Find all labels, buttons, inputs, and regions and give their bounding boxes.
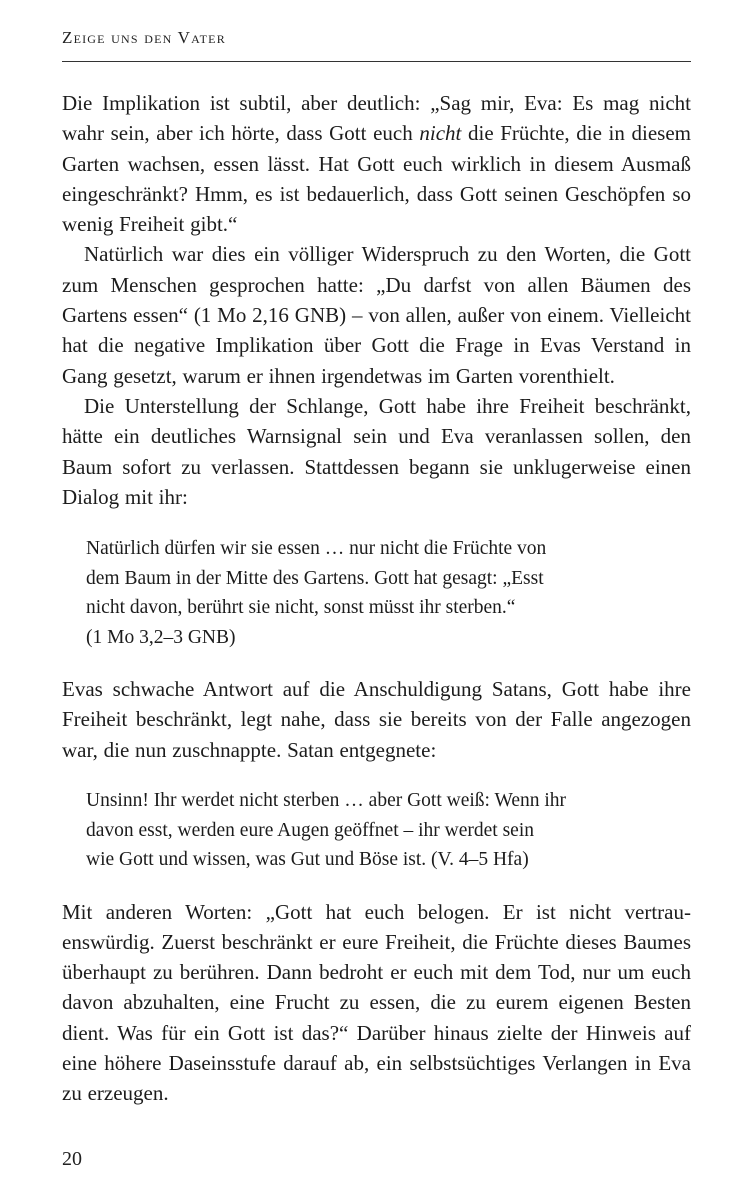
quote-1-line-2: dem Baum in der Mitte des Gartens. Gott hat gesagt: „Esst [86,567,544,589]
block-quote-1 [62,534,691,652]
paragraph-2: Natürlich war dies ein völliger Widerspruch zu den Worten, die Gott zum Menschen gesprochen hatte: „Du darfst von allen Bäumen des Gartens essen“ (1 Mo 2,16 GNB) – von allen, außer von einem. Vielleicht hat die negative Implikation über Gott die Frage in Evas Verstand in Gang gesetzt, warum er ihnen irgendetwas im Garten vorenthielt. [62,242,691,388]
paragraph-1-text-b: die Früchte, die in diesem Garten wachsen, essen lässt. Hat Gott euch wirklich in diesem Ausmaß eingeschränkt? Hmm, es ist bedauerlich, dass Gott seinen Geschöpfen so wenig Freiheit gibt.“ [62,121,691,237]
running-head: Zeige uns den Vater [62,28,226,47]
paragraph-1-emphasis: nicht [419,121,462,146]
block-quote-2 [62,786,691,875]
header-rule [62,61,691,62]
quote-1-line-4: (1 Mo 3,2–3 GNB) [86,626,236,648]
quote-2-line-2: davon esst, werden eure Augen geöffnet – ihr werdet sein [86,819,534,841]
page-number: 20 [62,1148,82,1170]
paragraph-3: Die Unterstellung der Schlange, Gott habe ihre Freiheit beschränkt, hätte ein deutliches Warnsignal sein und Eva veranlassen sollen, den Baum sofort zu verlassen. Stattdessen begann sie unklugerweise einen Dialog mit ihr: [62,393,691,509]
paragraph-5: Mit anderen Worten: „Gott hat euch belogen. Er ist nicht vertrauenswürdig. Zuerst beschränkt er eure Freiheit, die Früchte dieses Baumes überhaupt zu berühren. Dann bedroht er euch mit dem Tod, nur um euch davon abzuhalten, eine Frucht zu essen, die zu eurem eigenen Besten dient. Was für ein Gott ist das?“ Darüber hinaus zielte der Hinweis auf eine höhere Daseinsstufe darauf ab, ein selbstsüchtiges Verlangen in Eva zu erzeugen. [62,899,691,1106]
quote-2-line-1: Unsinn! Ihr werdet nicht sterben … aber Gott weiß: Wenn ihr [86,790,567,812]
paragraph-1-text-a: Die Implikation ist subtil, aber deutlich: „Sag mir, Eva: Es mag nicht wahr sein, aber ich hörte, dass Gott euch [62,91,691,146]
paragraph-4: Evas schwache Antwort auf die Anschuldigung Satans, Gott habe ihre Freiheit beschränkt, legt nahe, dass sie bereits von der Falle angezogen war, die nun zuschnappte. Satan entgegnete: [62,677,691,762]
body-text [62,88,691,1109]
quote-1-line-3: nicht davon, berührt sie nicht, sonst müsst ihr sterben.“ [86,597,516,619]
paragraph-1 [62,88,691,239]
quote-2-line-3: wie Gott und wissen, was Gut und Böse ist. (V. 4–5 Hfa) [86,849,529,871]
quote-1-line-1: Natürlich dürfen wir sie essen … nur nicht die Früchte von [86,538,547,560]
